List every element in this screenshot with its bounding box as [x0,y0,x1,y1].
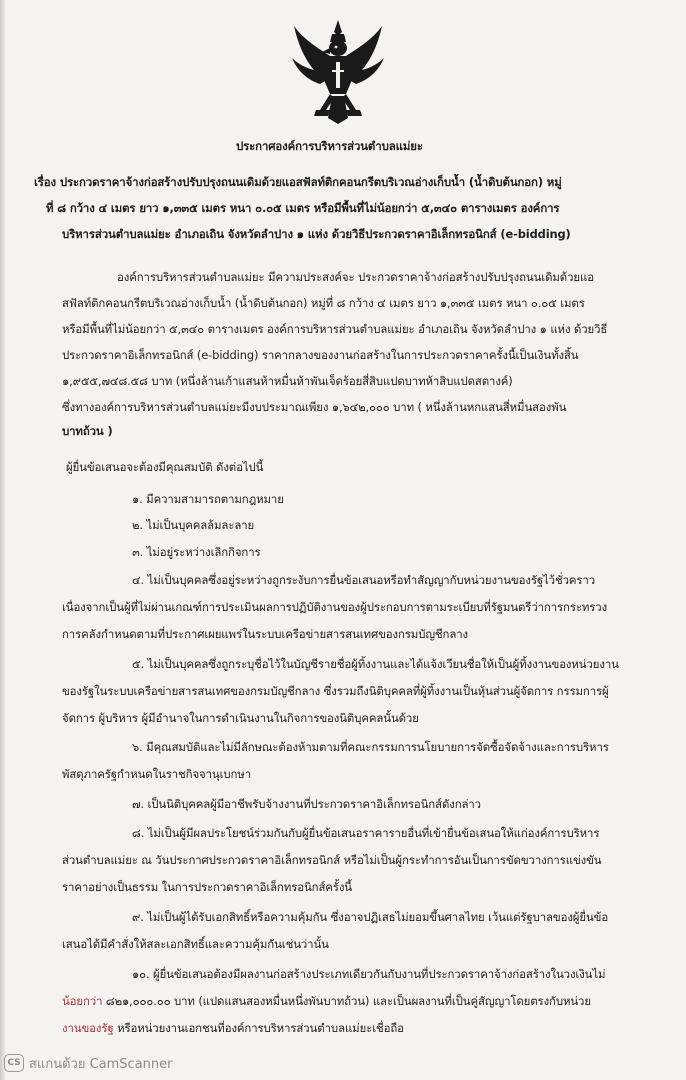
qualification-1: ๑. มีความสามารถตามกฎหมาย [132,492,284,506]
qualification-4-line-2: เนื่องจากเป็นผู้ที่ไม่ผ่านเกณฑ์การประเมินผลการปฏิบัติงานของผู้ประกอบการตามระเบียบที่รัฐมนตรีว่าการกระทรวง [62,600,608,614]
camscanner-watermark [4,1052,172,1074]
qualification-8-line-3: ราคาอย่างเป็นธรรม ในการประกวดราคาอิเล็กทรอนิกส์ครั้งนี้ [62,880,352,894]
qualification-5-line-3: จัดการ ผู้บริหาร ผู้มีอำนาจในการดำเนินงานในกิจการของนิติบุคคลนั้นด้วย [62,711,419,725]
qualification-3: ๓. ไม่อยู่ระหว่างเลิกกิจการ [132,545,261,559]
intro-line-7: บาทถ้วน ) [62,424,113,438]
qualification-9-line-2: เสนอได้มีคำสั่งให้สละเอกสิทธิ์และความคุ้มกันเช่นว่านั้น [62,937,329,951]
qualification-9-line-1: ๙. ไม่เป็นผู้ได้รับเอกสิทธิ์หรือความคุ้มกัน ซึ่งอาจปฏิเสธไม่ยอมขึ้นศาลไทย เว้นแต่รัฐบาลของผู้ยื่นข้อ [132,910,609,924]
highlighted-text: งานของรัฐ [62,1021,114,1035]
garuda-emblem-icon [290,18,386,126]
qualification-5-line-2: ของรัฐในระบบเครือข่ายสารสนเทศของกรมบัญชีกลาง ซึ่งรวมถึงนิติบุคคลที่ผู้ทิ้งงานเป็นหุ้นส่วนผู้จัดการ กรรมการผู้ [62,684,609,698]
qualification-6-line-1: ๖. มีคุณสมบัติและไม่มีลักษณะต้องห้ามตามที่คณะกรรมการนโยบายการจัดซื้อจัดจ้างและการบริหาร [132,740,609,754]
subject-line-3: บริหารส่วนตำบลแม่ยะ อำเภอเถิน จังหวัดลำปาง ๑ แห่ง ด้วยวิธีประกวดราคาอิเล็กทรอนิกส์ (e-bidding) [62,227,571,241]
qualification-4-line-3: การคลังกำหนดตามที่ประกาศเผยแพร่ในระบบเครือข่ายสารสนเทศของกรมบัญชีกลาง [62,627,468,641]
subject-line-2: ที่ ๘ กว้าง ๔ เมตร ยาว ๑,๓๓๕ เมตร หนา ๐.๐๕ เมตร หรือมีพื้นที่ไม่น้อยกว่า ๕,๓๔๐ ตารางเมตร องค์การ [46,201,560,215]
qualification-10-line-2-rest: ๘๒๑,๐๐๐.๐๐ บาท (แปดแสนสองหมื่นหนึ่งพันบาทถ้วน) และเป็นผลงานที่เป็นคู่สัญญาโดยตรงกับหน่วย [102,994,591,1008]
intro-line-5: ๑,๙๕๕,๗๔๘.๕๘ บาท (หนึ่งล้านเก้าแสนห้าหมื่นห้าพันเจ็ดร้อยสี่สิบแปดบาทห้าสิบแปดสตางค์) [62,374,513,388]
qualification-10-line-2 [62,994,591,1008]
intro-line-2: สฟัลท์ติกคอนกรีตบริเวณอ่างเก็บน้ำ (น้ำดิบต้นกอก) หมู่ที่ ๘ กว้าง ๔ เมตร ยาว ๑,๓๓๕ เมตร หนา ๐.๐๕ เมตร [62,296,585,310]
intro-line-3: หรือมีพื้นที่ไม่น้อยกว่า ๕,๓๔๐ ตารางเมตร องค์การบริหารส่วนตำบลแม่ยะ อำเภอเถิน จังหวัดลำปาง ๑ แห่ง ด้วยวิธี [62,322,608,336]
intro-line-4: ประกวดราคาอิเล็กทรอนิกส์ (e-bidding) ราคากลางของงานก่อสร้างในการประกวดราคาครั้งนี้เป็นเงินทั้งสิ้น [62,348,579,362]
intro-line-6: ซึ่งทางองค์การบริหารส่วนตำบลแม่ยะมีงบประมาณเพียง ๑,๖๔๒,๐๐๐ บาท ( หนึ่งล้านหกแสนสี่หมื่นสองพัน [62,400,567,414]
subject-line-1: เรื่อง ประกวดราคาจ้างก่อสร้างปรับปรุงถนนเดิมด้วยแอสฟัลท์ติกคอนกรีตบริเวณอ่างเก็บน้ำ (น้ำดิบต้นกอก) หมู่ [34,175,562,189]
qualifications-heading: ผู้ยื่นข้อเสนอจะต้องมีคุณสมบัติ ดังต่อไปนี้ [66,460,264,474]
intro-line-1: องค์การบริหารส่วนตำบลแม่ยะ มีความประสงค์จะ ประกวดราคาจ้างก่อสร้างปรับปรุงถนนเดิมด้วยแอ [117,270,594,284]
qualification-10-line-3-rest: หรือหน่วยงานเอกชนที่องค์การบริหารส่วนตำบลแม่ยะเชื่อถือ [113,1021,404,1035]
announcement-title: ประกาศองค์การบริหารส่วนตำบลแม่ยะ [236,139,423,153]
qualification-10-line-1: ๑๐. ผู้ยื่นข้อเสนอต้องมีผลงานก่อสร้างประเภทเดียวกันกับงานที่ประกวดราคาจ้างก่อสร้างในวงเงินไม่ [132,967,606,981]
qualification-5-line-1: ๕. ไม่เป็นบุคคลซึ่งถูกระบุชื่อไว้ในบัญชีรายชื่อผู้ทิ้งงานและได้แจ้งเวียนชื่อให้เป็นผู้ทิ้งงานของหน่วยงาน [132,657,619,671]
qualification-7: ๗. เป็นนิติบุคคลผู้มีอาชีพรับจ้างงานที่ประกวดราคาอิเล็กทรอนิกส์ดังกล่าว [132,797,481,811]
camscanner-logo-icon: CS [4,1054,24,1072]
qualification-8-line-2: ส่วนตำบลแม่ยะ ณ วันประกาศประกวดราคาอิเล็กทรอนิกส์ หรือไม่เป็นผู้กระทำการอันเป็นการขัดขวางการแข่งขัน [62,853,602,867]
watermark-text: สแกนด้วย CamScanner [29,1056,173,1072]
qualification-10-line-3 [62,1021,404,1035]
qualification-2: ๒. ไม่เป็นบุคคลล้มละลาย [132,518,255,532]
scan-edge-shadow [0,0,6,1080]
qualification-8-line-1: ๘. ไม่เป็นผู้มีผลประโยชน์ร่วมกันกับผู้ยื่นข้อเสนอราคารายอื่นที่เข้ายื่นข้อเสนอให้แก่องค์การบริหาร [132,826,600,840]
qualification-6-line-2: พัสดุภาครัฐกำหนดในราชกิจจานุเบกษา [62,767,252,781]
highlighted-text: น้อยกว่า [62,994,103,1008]
qualification-4-line-1: ๔. ไม่เป็นบุคคลซึ่งอยู่ระหว่างถูกระงับการยื่นข้อเสนอหรือทำสัญญากับหน่วยงานของรัฐไว้ชั่วคราว [132,573,596,587]
